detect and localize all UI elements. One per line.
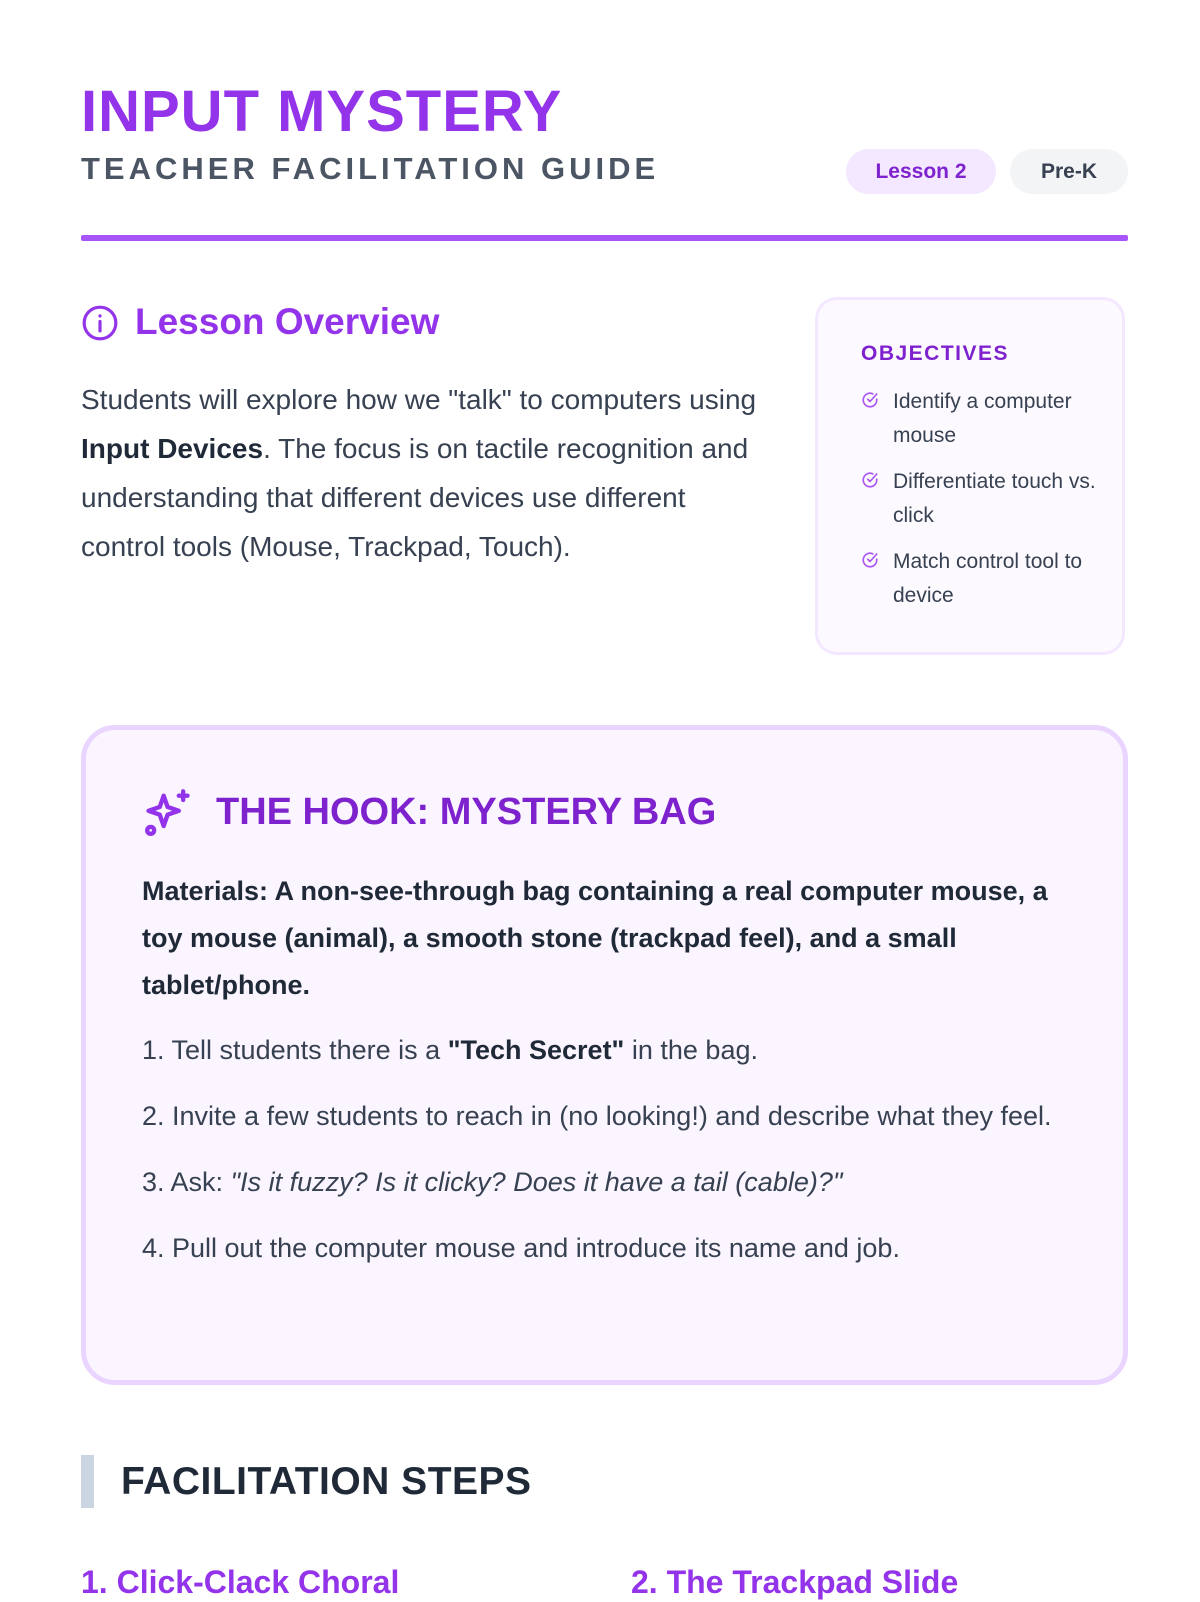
page-subtitle: TEACHER FACILITATION GUIDE xyxy=(81,151,660,186)
facilitation-step-heading: 1. Click-Clack Choral xyxy=(81,1564,400,1600)
objectives-card xyxy=(815,297,1125,655)
facilitation-step-heading: 2. The Trackpad Slide xyxy=(631,1564,959,1600)
objective-item xyxy=(861,545,1101,613)
header-divider xyxy=(81,235,1128,241)
check-circle-icon xyxy=(861,551,879,569)
check-circle-icon xyxy=(861,471,879,489)
overview-text xyxy=(81,375,771,571)
objectives-heading: OBJECTIVES xyxy=(861,342,1010,365)
hook-step xyxy=(142,1027,1072,1074)
objective-text: Identify a computer mouse xyxy=(893,390,1072,447)
hook-step-text: 1. Tell students there is a xyxy=(142,1035,448,1065)
overview-heading: Lesson Overview xyxy=(135,301,440,342)
hook-steps-list xyxy=(142,1027,1072,1291)
overview-text-part1: Students will explore how we "talk" to computers using xyxy=(81,384,757,415)
objective-item xyxy=(861,385,1101,453)
lesson-badge: Lesson 2 xyxy=(846,149,996,194)
objective-text: Differentiate touch vs. click xyxy=(893,470,1096,527)
check-circle-icon xyxy=(861,391,879,409)
objective-item xyxy=(861,465,1101,533)
hook-title: THE HOOK: MYSTERY BAG xyxy=(216,791,717,833)
sparkles-icon xyxy=(142,787,194,839)
overview-text-part2: . The focus is on tactile recognition and understanding that different devices use different control tools (Mouse, Trackpad, Touch). xyxy=(81,433,749,562)
overview-text-bold: Input Devices xyxy=(81,433,264,464)
info-icon xyxy=(81,304,119,342)
hook-step: 2. Invite a few students to reach in (no looking!) and describe what they feel. xyxy=(142,1101,1052,1131)
hook-step-text: 3. Ask: xyxy=(142,1167,231,1197)
grade-badge: Pre-K xyxy=(1010,149,1128,194)
hook-step-bold: "Tech Secret" xyxy=(447,1035,625,1065)
section-accent-bar xyxy=(81,1455,94,1508)
hook-step xyxy=(142,1159,1072,1206)
hook-step-text: in the bag. xyxy=(624,1035,758,1065)
objective-text: Match control tool to device xyxy=(893,550,1083,607)
hook-step: 4. Pull out the computer mouse and introduce its name and job. xyxy=(142,1233,900,1263)
facilitation-heading: FACILITATION STEPS xyxy=(121,1460,532,1503)
hook-materials: Materials: A non-see-through bag containing a real computer mouse, a toy mouse (animal), a smooth stone (trackpad feel), and a small tablet/phone. xyxy=(142,876,1048,1000)
hook-step-quote: "Is it fuzzy? Is it clicky? Does it have a tail (cable)?" xyxy=(230,1167,843,1197)
objectives-list xyxy=(861,385,1101,625)
page-title: INPUT MYSTERY xyxy=(81,79,563,144)
hook-card xyxy=(81,725,1128,1385)
